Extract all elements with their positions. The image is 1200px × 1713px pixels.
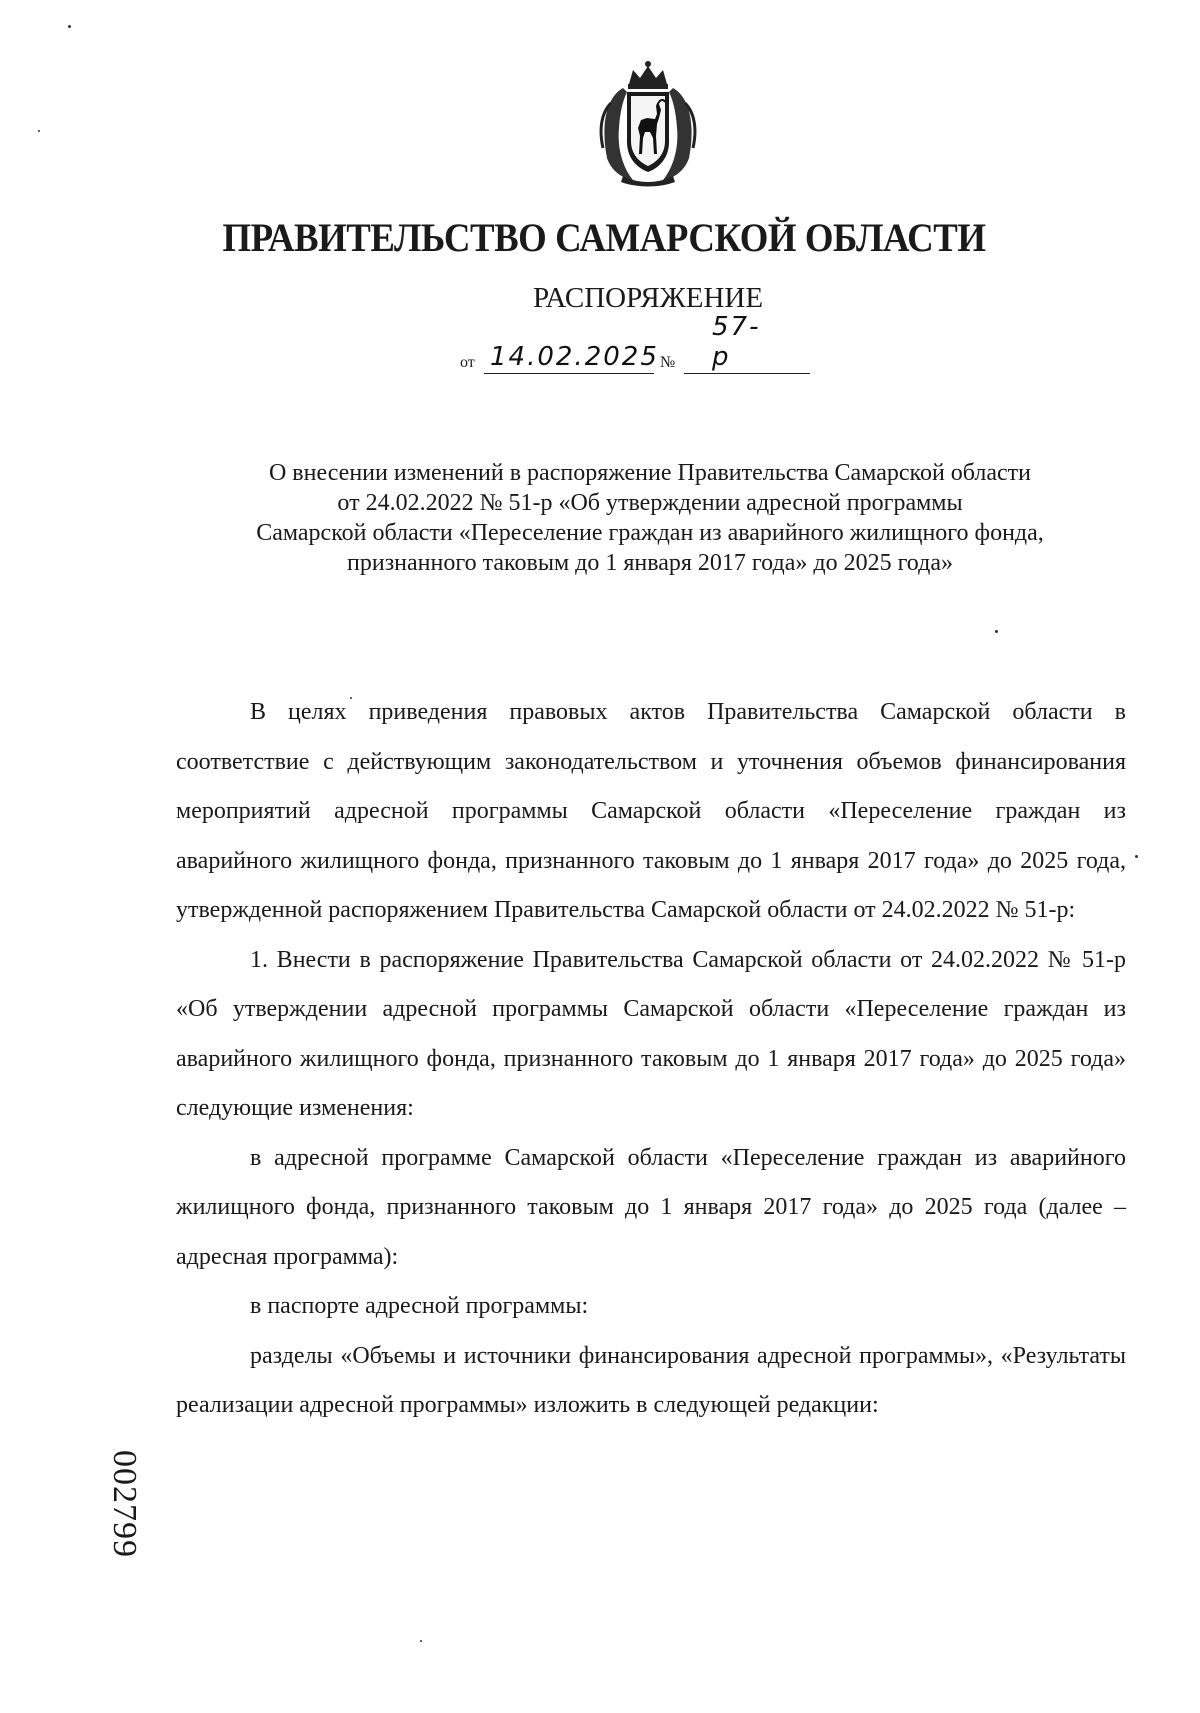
- serial-number: 002799: [106, 1450, 143, 1558]
- scan-speck: [68, 25, 71, 28]
- scan-speck: [1135, 855, 1138, 858]
- document-subject: [160, 458, 1140, 578]
- handwritten-date: 14.02.2025: [490, 342, 659, 372]
- date-prefix: от: [460, 354, 475, 371]
- number-prefix: №: [660, 354, 676, 371]
- government-title: ПРАВИТЕЛЬСТВО САМАРСКОЙ ОБЛАСТИ: [222, 215, 986, 260]
- document-type: РАСПОРЯЖЕНИЕ: [532, 282, 764, 314]
- coat-of-arms-icon: [593, 58, 703, 188]
- body-paragraph: 1. Внести в распоряжение Правительства Самарской области от 24.02.2022 № 51-р «Об утверждении адресной программы Самарской области «Переселение граждан из аварийного жилищного фонда, признанного таковым до 1 января 2017 года» до 2025 года» следующие изменения:: [176, 946, 1126, 1121]
- handwritten-number: 57-р: [712, 312, 761, 372]
- subject-line: признанного таковым до 1 января 2017 года» до 2025 года»: [347, 550, 953, 576]
- document-body: [176, 688, 1126, 1431]
- body-paragraph: В целях приведения правовых актов Правительства Самарской области в соответствие с действующим законодательством и уточнения объемов финансирования мероприятий адресной программы Самарской области «Переселение граждан из аварийного жилищного фонда, признанного таковым до 1 января 2017 года» до 2025 года, утвержденной распоряжением Правительства Самарской области от 24.02.2022 № 51-р:: [176, 699, 1126, 923]
- scan-speck: [38, 130, 40, 132]
- subject-line: от 24.02.2022 № 51-р «Об утверждении адресной программы: [337, 490, 963, 516]
- body-paragraph: в адресной программе Самарской области «Переселение граждан из аварийного жилищного фонда, признанного таковым до 1 января 2017 года» до 2025 года (далее – адресная программа):: [176, 1144, 1126, 1270]
- subject-line: Самарской области «Переселение граждан из аварийного жилищного фонда,: [256, 520, 1044, 546]
- number-underline: [684, 373, 810, 374]
- scan-speck: [995, 630, 998, 633]
- scan-speck: [350, 697, 352, 699]
- subject-line: О внесении изменений в распоряжение Правительства Самарской области: [268, 460, 1032, 486]
- scan-speck: [420, 1640, 422, 1642]
- date-underline: [484, 373, 654, 374]
- body-paragraph: разделы «Объемы и источники финансирования адресной программы», «Результаты реализации адресной программы» изложить в следующей редакции:: [176, 1342, 1126, 1418]
- body-paragraph: в паспорте адресной программы:: [250, 1293, 589, 1319]
